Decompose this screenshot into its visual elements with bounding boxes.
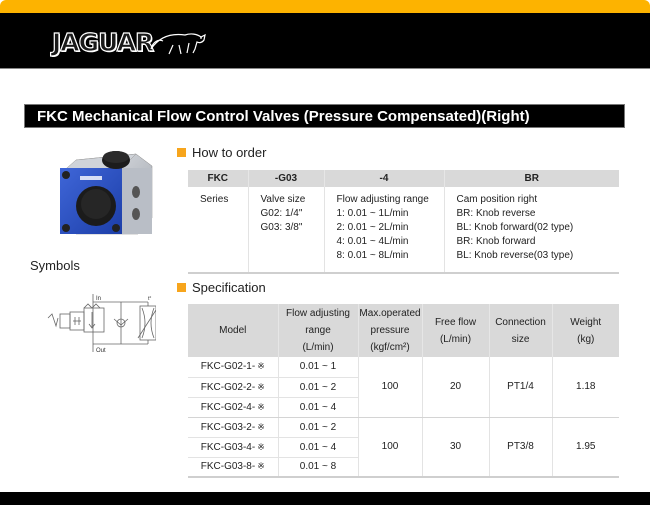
- order-col-series: Series: [188, 187, 248, 273]
- page-title-bar: [24, 104, 625, 128]
- spec-header-model: Model: [188, 304, 278, 357]
- symbols-label: Symbols: [30, 258, 80, 273]
- svg-text:t°: t°: [148, 296, 152, 302]
- order-col-size: Valve size G02: 1/4" G03: 3/8": [248, 187, 324, 273]
- range-cell: 0.01 ~ 2: [278, 417, 358, 437]
- weight-cell: 1.18: [552, 357, 619, 417]
- order-header-range: -4: [324, 170, 444, 187]
- brand-logo[interactable]: [52, 26, 209, 58]
- model-cell: FKC-G03-4- ※: [188, 437, 278, 457]
- spec-header-weight: Weight (kg): [552, 304, 619, 357]
- specification-heading: [177, 280, 266, 295]
- pressure-cell: 100: [358, 357, 422, 417]
- pressure-cell: 100: [358, 417, 422, 477]
- order-header-cam: BR: [444, 170, 619, 187]
- page-title: FKC Mechanical Flow Control Valves (Pressure Compensated)(Right): [37, 108, 530, 125]
- how-to-order-table: [188, 170, 619, 274]
- table-row: [188, 417, 619, 437]
- order-col-cam: Cam position right BR: Knob reverse BL: Knob forward(02 type) BR: Knob forward BL: Knob reverse(03 type): [444, 187, 619, 273]
- order-header-series: FKC: [188, 170, 248, 187]
- order-col-range: Flow adjusting range 1: 0.01 ~ 1L/min 2: 0.01 ~ 2L/min 4: 0.01 ~ 4L/min 8: 0.01 ~ 8L/min: [324, 187, 444, 273]
- free-flow-cell: 20: [422, 357, 489, 417]
- flow-control-valve-photo: [40, 148, 158, 240]
- connection-cell: PT1/4: [489, 357, 552, 417]
- model-cell: FKC-G02-1- ※: [188, 357, 278, 377]
- header: [0, 13, 650, 69]
- range-cell: 0.01 ~ 2: [278, 377, 358, 397]
- table-row: [188, 357, 619, 377]
- hydraulic-symbol-diagram: [44, 292, 156, 354]
- free-flow-cell: 30: [422, 417, 489, 477]
- model-cell: FKC-G03-8- ※: [188, 457, 278, 477]
- range-cell: 0.01 ~ 1: [278, 357, 358, 377]
- how-to-order-heading: [177, 145, 266, 160]
- order-header-size: -G03: [248, 170, 324, 187]
- spec-header-free-flow: Free flow (L/min): [422, 304, 489, 357]
- range-cell: 0.01 ~ 8: [278, 457, 358, 477]
- spec-header-range: Flow adjusting range (L/min): [278, 304, 358, 357]
- footer-bar: [0, 492, 650, 505]
- top-accent-bar: [0, 0, 650, 14]
- section-bullet-icon: [177, 148, 186, 157]
- model-cell: FKC-G02-4- ※: [188, 397, 278, 417]
- svg-text:In: In: [96, 296, 102, 302]
- section-bullet-icon: [177, 283, 186, 292]
- connection-cell: PT3/8: [489, 417, 552, 477]
- how-to-order-title: How to order: [192, 145, 267, 160]
- svg-text:Out: Out: [96, 348, 106, 354]
- weight-cell: 1.95: [552, 417, 619, 477]
- range-cell: 0.01 ~ 4: [278, 437, 358, 457]
- spec-header-pressure: Max.operated pressure (kgf/cm²): [358, 304, 422, 357]
- specification-title: Specification: [192, 280, 266, 295]
- model-cell: FKC-G03-2- ※: [188, 417, 278, 437]
- range-cell: 0.01 ~ 4: [278, 397, 358, 417]
- jaguar-cat-icon: [149, 27, 209, 57]
- spec-header-connection: Connection size: [489, 304, 552, 357]
- specification-table: [188, 304, 619, 478]
- logo-text: JAGUAR: [52, 27, 154, 57]
- model-cell: FKC-G02-2- ※: [188, 377, 278, 397]
